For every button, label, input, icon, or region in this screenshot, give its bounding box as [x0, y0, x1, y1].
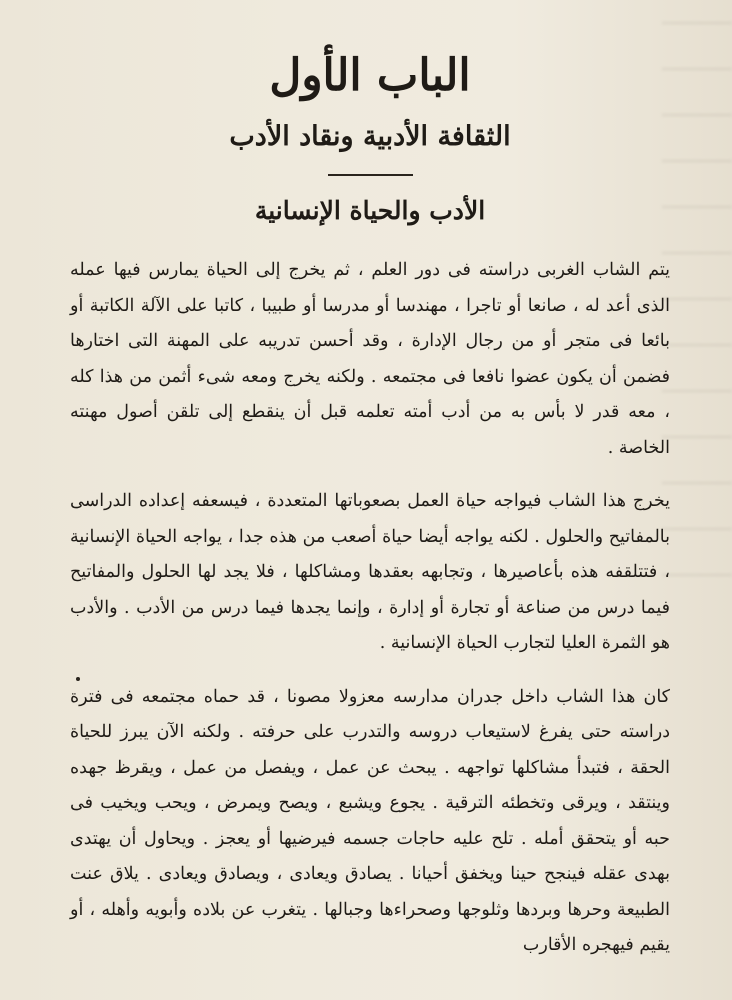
paragraph-1: يتم الشاب الغربى دراسته فى دور العلم ، ثم يخرج إلى الحياة يمارس فيها عمله الذى أعد له ، صانعا أو تاجرا ، مهندسا أو مدرسا أو طبيبا ، كاتبا على الآلة الكاتبة أو بائعا فى متجر أو من رجال الإدارة ، وقد أحسن تدريبه على المهنة التى اختارها فضمن أن يكون عضوا نافعا فى مجتمعه . ولكنه يخرج ومعه شىء أثمن من هذا كله ، معه قدر لا بأس به من أدب أمته تعلمه قبل أن ينقطع إلى تلقن أصول مهنته الخاصة .	[70, 260, 670, 458]
paragraph-3: كان هذا الشاب داخل جدران مدارسه معزولا مصونا ، قد حماه مجتمعه فى فترة دراسته حتى يفرغ لاستيعاب دروسه والتدرب على حرفته . ولكنه الآن يبرز للحياة الحقة ، فتبدأ مشاكلها تواجهه . يبحث عن عمل ، ويفصل من عمل ، ويقرظ جهده وينتقد ، ويرقى وتخطئه الترقية . يجوع ويشبع ، ويصح ويمرض ، ويحب ويخيب فى حبه أو يتحقق أمله . تلح عليه حاجات جسمه فيرضيها أو يعجز . ويحاول أن يهتدى بهدى عقله فينجح حينا ويخفق أحيانا . يصادق ويعادى ، ويصادق ويعادى . يلاق عنت الطبيعة وحرها وبردها وثلوجها وصحراءها وجبالها . يتغرب عن بلاده وأبويه وأهله ، أو يقيم فيهجره الأقارب	[70, 686, 670, 955]
show-through-text	[662, 0, 732, 620]
section-title: الأدب والحياة الإنسانية	[254, 196, 486, 225]
divider-rule	[328, 174, 413, 176]
page-content	[70, 40, 670, 978]
chapter-title: الباب الأول	[269, 50, 471, 101]
book-subtitle: الثقافة الأدبية ونقاد الأدب	[229, 121, 511, 152]
margin-mark	[76, 677, 80, 681]
paragraph-2: يخرج هذا الشاب فيواجه حياة العمل بصعوباتها المتعددة ، فيسعفه إعداده الدراسى بالمفاتيح والحلول . لكنه يواجه أيضا حياة أصعب من هذه جدا ، يواجه الحياة الإنسانية ، فتتلقفه هذه بأعاصيرها ، وتجابهه بعقدها ومشاكلها ، فلا يجد لها الحلول والمفاتيح فيما درس من صناعة أو تجارة أو إدارة ، وإنما يجدها فيما درس من الأدب . والأدب هو الثمرة العليا لتجارب الحياة الإنسانية .	[70, 491, 670, 653]
